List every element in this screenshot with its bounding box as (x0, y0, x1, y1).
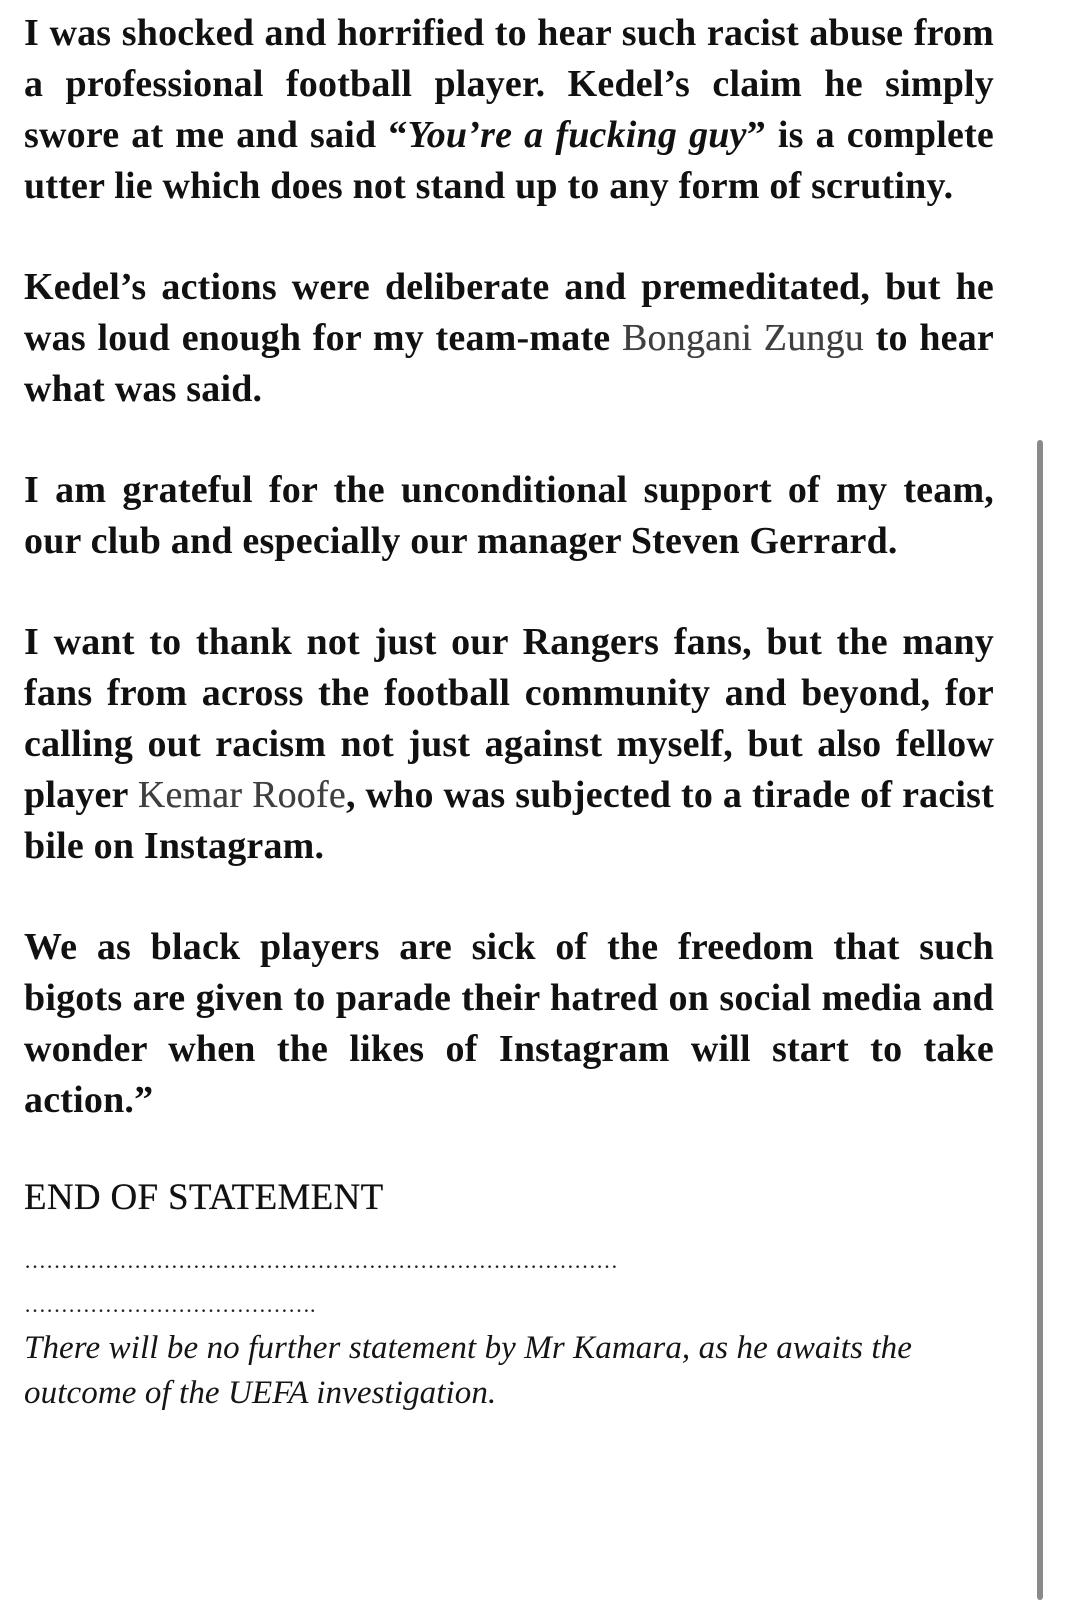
link-kemar-roofe[interactable]: Kemar Roofe (137, 774, 346, 816)
statement-document (24, 8, 994, 1416)
paragraph-4 (24, 617, 994, 872)
end-of-statement-heading: END OF STATEMENT (24, 1177, 384, 1218)
closing-note: There will be no further statement by Mr Kamara, as he awaits the outcome of the UEFA investigation. (24, 1330, 912, 1411)
paragraph-1 (24, 8, 994, 212)
paragraph-3: I am grateful for the unconditional support of my team, our club and especially our manager Steven Gerrard. (24, 469, 994, 562)
paragraph-2-text: Kedel’s actions were deliberate and premeditated, but he was loud enough for my team-mate (24, 266, 994, 359)
paragraph-4-text-end: , who was subjected to a tirade of racist bile on Instagram. (24, 774, 994, 867)
dotted-separator-2: …………………………………. (24, 1294, 316, 1316)
paragraph-1-text: I was shocked and horrified to hear such racist abuse from a professional football player. Kedel’s claim he simply swore at me and said “ (24, 12, 994, 156)
paragraph-4-text: I want to thank not just our Rangers fans, but the many fans from across the football community and beyond, for calling out racism not just against myself, but also fellow player (24, 621, 994, 816)
paragraph-2-text-end: to hear what was said. (24, 317, 994, 410)
vertical-scrollbar[interactable] (1037, 440, 1043, 1600)
paragraph-2 (24, 262, 994, 415)
link-bongani-zungu[interactable]: Bongani Zungu (622, 317, 865, 359)
quoted-phrase: You’re a fucking guy (407, 114, 747, 156)
paragraph-5: We as black players are sick of the freedom that such bigots are given to parade their hatred on social media and wonder when the likes of Instagram will start to take action.” (24, 926, 994, 1121)
paragraph-1-text-end: ” is a complete utter lie which does not stand up to any form of scrutiny. (24, 114, 994, 207)
dotted-separator-1: ……………………………………………………………………… (24, 1250, 618, 1272)
